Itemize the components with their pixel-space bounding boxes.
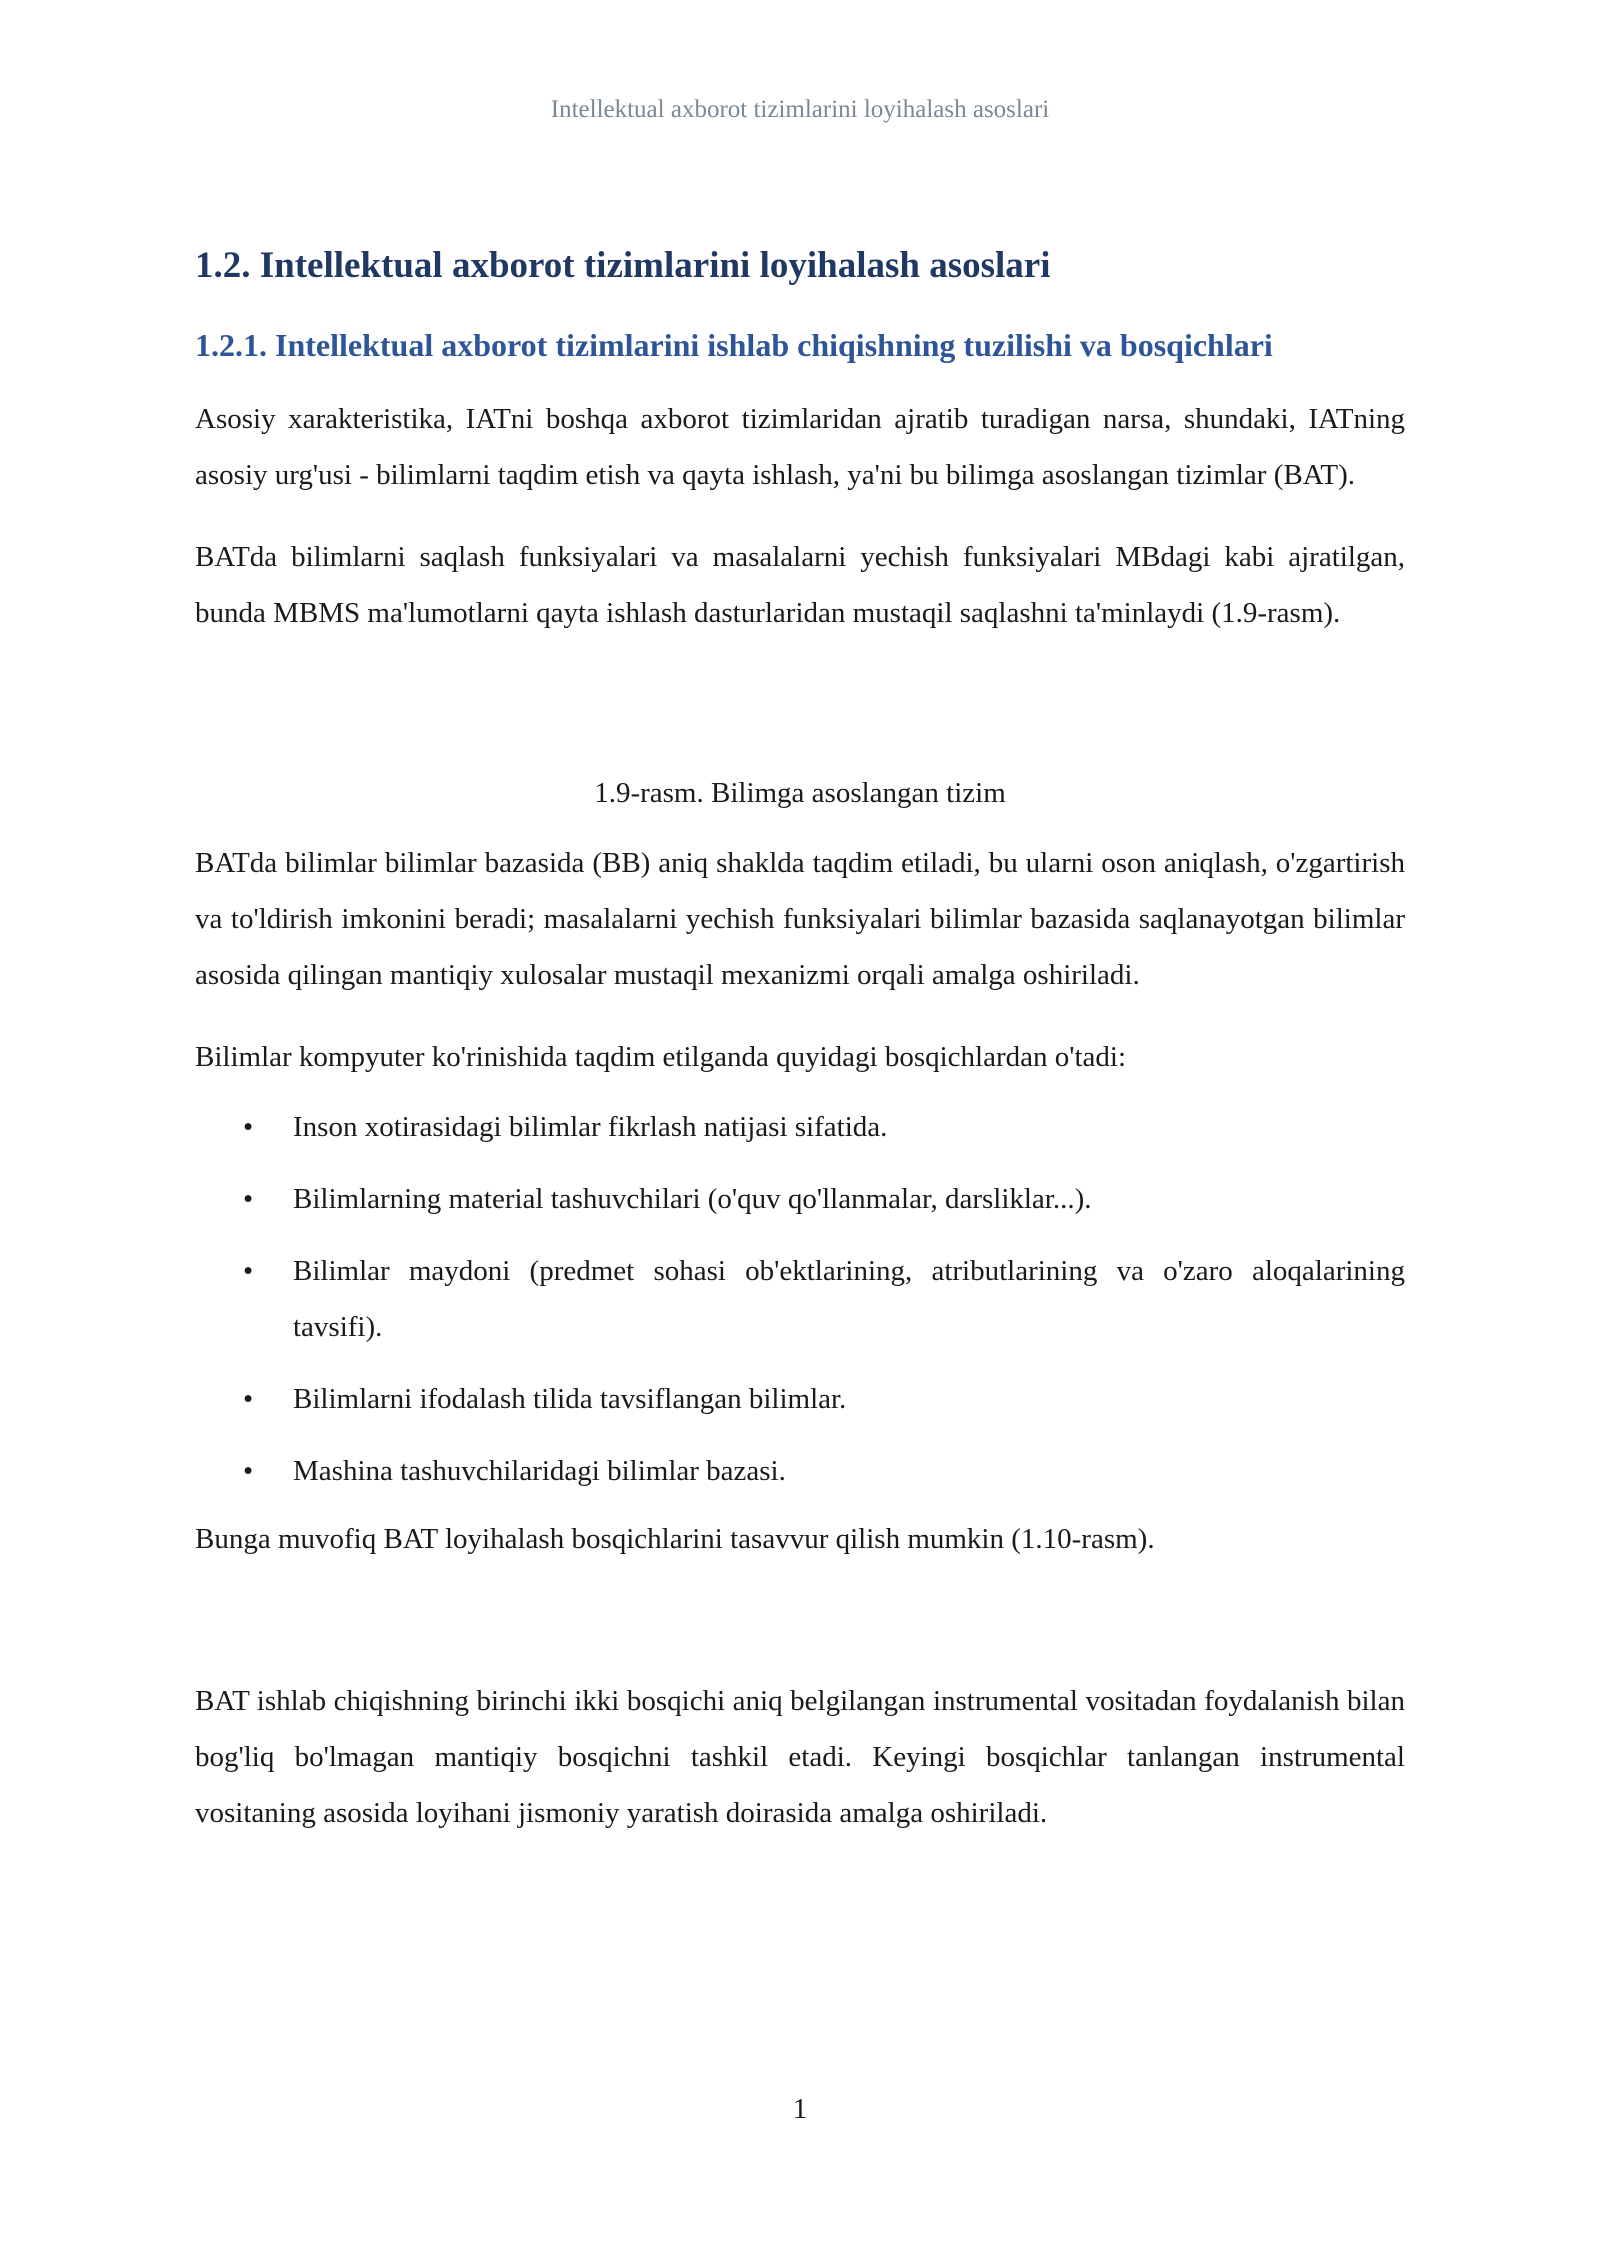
paragraph-knowledge-base: BATda bilimlar bilimlar bazasida (BB) aniq shaklda taqdim etiladi, bu ularni oson aniqlash, o'zgartirish va to'ldirish imkonini beradi; masalalarni yechish funksiyalari bilimlar bazasida saqlanayotgan bilimlar asosida qilingan mantiqiy xulosalar mustaqil mexanizmi orqali amalga oshiriladi.: [195, 846, 1405, 991]
subsection-title: 1.2.1. Intellektual axborot tizimlarini ishlab chiqishning tuzilishi va bosqichlari: [195, 327, 1273, 364]
list-intro: Bilimlar kompyuter ko'rinishida taqdim etilganda quyidagi bosqichlardan o'tadi:: [195, 1040, 1127, 1073]
paragraph-intro: Asosiy xarakteristika, IATni boshqa axborot tizimlaridan ajratib turadigan narsa, shundaki, IATning asosiy urg'usi - bilimlarni taqdim etish va qayta ishlash, ya'ni bu bilimga asoslangan tizimlar (BAT).: [195, 402, 1405, 491]
stages-list: [195, 1099, 1405, 1499]
bullet-icon: •: [243, 1110, 254, 1143]
list-item: [195, 1099, 1405, 1155]
list-item-text: Bilimlar maydoni (predmet sohasi ob'ektlarining, atributlarining va o'zaro aloqalarining tavsifi).: [293, 1254, 1405, 1343]
running-header: Intellektual axborot tizimlarini loyihalash asoslari: [550, 96, 1050, 123]
list-item-text: Bilimlarning material tashuvchilari (o'quv qo'llanmalar, darsliklar...).: [293, 1182, 1092, 1215]
figure-caption: 1.9-rasm. Bilimga asoslangan tizim: [594, 776, 1006, 809]
paragraph-bat-functions: BATda bilimlarni saqlash funksiyalari va masalalarni yechish funksiyalari MBdagi kabi ajratilgan, bunda MBMS ma'lumotlarni qayta ishlash dasturlaridan mustaqil saqlashni ta'minlaydi (1.9-rasm).: [195, 540, 1405, 629]
paragraph-development-stages: BAT ishlab chiqishning birinchi ikki bosqichi aniq belgilangan instrumental vositadan foydalanish bilan bog'liq bo'lmagan mantiqiy bosqichni tashkil etadi. Keyingi bosqichlar tanlangan instrumental vositaning asosida loyihani jismoniy yaratish doirasida amalga oshiriladi.: [195, 1684, 1405, 1829]
list-item: [195, 1443, 1405, 1499]
list-item: [195, 1371, 1405, 1427]
bullet-icon: •: [243, 1454, 254, 1487]
page-number: 1: [792, 2093, 808, 2125]
bullet-icon: •: [243, 1382, 254, 1415]
list-item-text: Mashina tashuvchilaridagi bilimlar bazasi.: [293, 1454, 786, 1487]
document-body: [195, 244, 1405, 1841]
list-item-text: Bilimlarni ifodalash tilida tavsiflangan bilimlar.: [293, 1382, 847, 1415]
bullet-icon: •: [243, 1254, 254, 1287]
bullet-icon: •: [243, 1182, 254, 1215]
list-item: [195, 1171, 1405, 1227]
section-title: 1.2. Intellektual axborot tizimlarini loyihalash asoslari: [195, 245, 1051, 286]
paragraph-design-stages: Bunga muvofiq BAT loyihalash bosqichlarini tasavvur qilish mumkin (1.10-rasm).: [195, 1522, 1155, 1555]
list-item-text: Inson xotirasidagi bilimlar fikrlash natijasi sifatida.: [293, 1110, 888, 1143]
list-item: [195, 1243, 1405, 1355]
